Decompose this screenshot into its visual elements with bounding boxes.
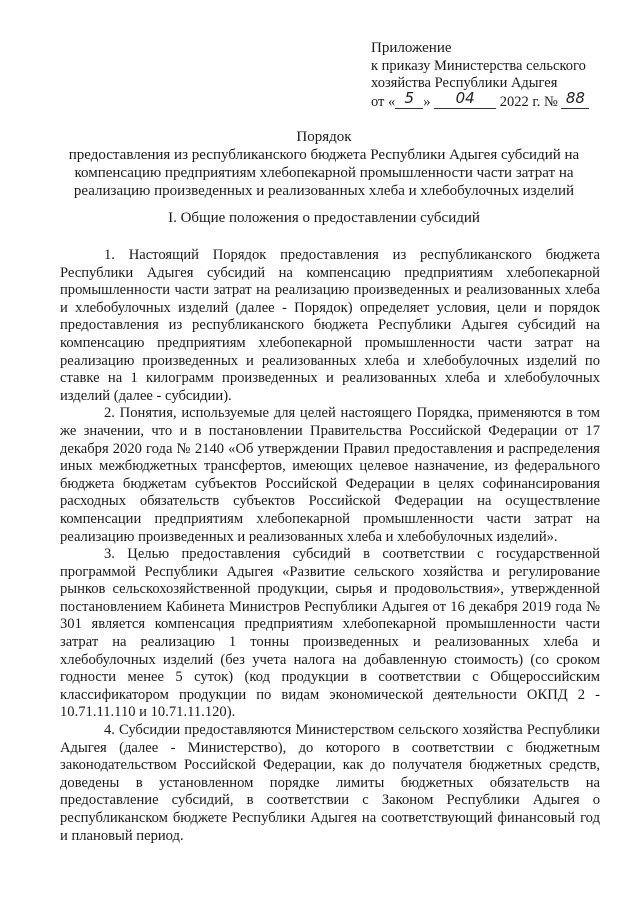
document-body bbox=[60, 247, 600, 845]
order-date-line bbox=[371, 88, 621, 112]
day-blank bbox=[395, 88, 423, 109]
paragraph-4: 4. Субсидии предоставляются Министерством сельского хозяйства Республики Адыгея (далее - Министерство), до которого в соответствии с бюджетным законодательством Российской Федерации, как до получателя бюджетных средств, доведены в установленном порядке лимиты бюджетных обязательств на предоставление субсидий, в соответствии с Законом Республики Адыгея о республиканском бюджете Республики Адыгея на соответствующий финансовый год и плановый период. bbox=[60, 722, 600, 844]
date-prefix: от « bbox=[371, 93, 396, 110]
order-reference-line-1: к приказу Министерства сельского bbox=[371, 57, 586, 74]
document-subtitle: предоставления из республиканского бюджета Республики Адыгея субсидий на компенсацию предприятиям хлебопекарной промышленности части затрат на реализацию произведенных и реализованных хлеба и хлебобулочных изделий bbox=[68, 147, 580, 199]
appendix-label: Приложение bbox=[371, 40, 452, 56]
document-title: Порядок bbox=[296, 129, 352, 145]
year-and-number-label: 2022 г. № bbox=[499, 93, 558, 110]
paragraph-1: 1. Настоящий Порядок предоставления из республиканского бюджета Республики Адыгея субсидий на компенсацию предприятиям хлебопекарной промышленности части затрат на реализацию произведенных и реализованных хлеба и хлебобулочных изделий (далее - Порядок) определяет условия, цели и порядок предоставления из республиканского бюджета Республики Адыгея субсидий на компенсацию предприятиям хлебопекарной промышленности части затрат на реализацию произведенных и реализованных хлеба и хлебобулочных изделий по ставке на 1 килограмм произведенных и реализованных хлеба и хлебобулочных изделий (далее - субсидии). bbox=[60, 247, 600, 404]
appendix-header bbox=[371, 40, 621, 111]
paragraph-3: 3. Целью предоставления субсидий в соответствии с государственной программой Республики Адыгея «Развитие сельского хозяйства и регулирование рынков сельскохозяйственной продукции, сырья и продовольствия», утвержденной постановлением Кабинета Министров Республики Адыгея от 16 декабря 2019 года № 301 является компенсация предприятиям хлебопекарной промышленности части затрат на реализацию 1 тонны произведенных и реализованных хлеба и хлебобулочных изделий (без учета налога на добавленную стоимость) (со сроком годности менее 5 суток) (код продукции в соответствии с Общероссийским классификатором продукции по видам экономической деятельности ОКПД 2 - 10.71.11.110 и 10.71.11.120). bbox=[60, 546, 600, 721]
handwritten-day: 5 bbox=[404, 88, 415, 107]
number-blank bbox=[561, 88, 589, 109]
paragraph-2: 2. Понятия, используемые для целей настоящего Порядка, применяются в том же значении, что и в постановлении Правительства Российской Федерации от 17 декабря 2020 года № 2140 «Об утверждении Правил предоставления и распределения иных межбюджетных трансфертов, имеющих целевое назначение, из федерального бюджета бюджетам субъектов Российской Федерации в целях софинансирования расходных обязательств субъектов Российской Федерации на осуществление компенсации предприятиям хлебопекарной промышленности части затрат на реализацию произведенных и реализованных хлеба и хлебобулочных изделий». bbox=[60, 405, 600, 545]
handwritten-month: 04 bbox=[455, 88, 475, 107]
order-reference-line-2: хозяйства Республики Адыгея bbox=[371, 75, 558, 91]
date-mid: » bbox=[423, 93, 431, 110]
handwritten-number: 88 bbox=[565, 88, 585, 107]
document-title-block bbox=[54, 128, 594, 200]
section-heading: I. Общие положения о предоставлении субсидий bbox=[168, 210, 480, 226]
month-blank bbox=[434, 88, 496, 109]
